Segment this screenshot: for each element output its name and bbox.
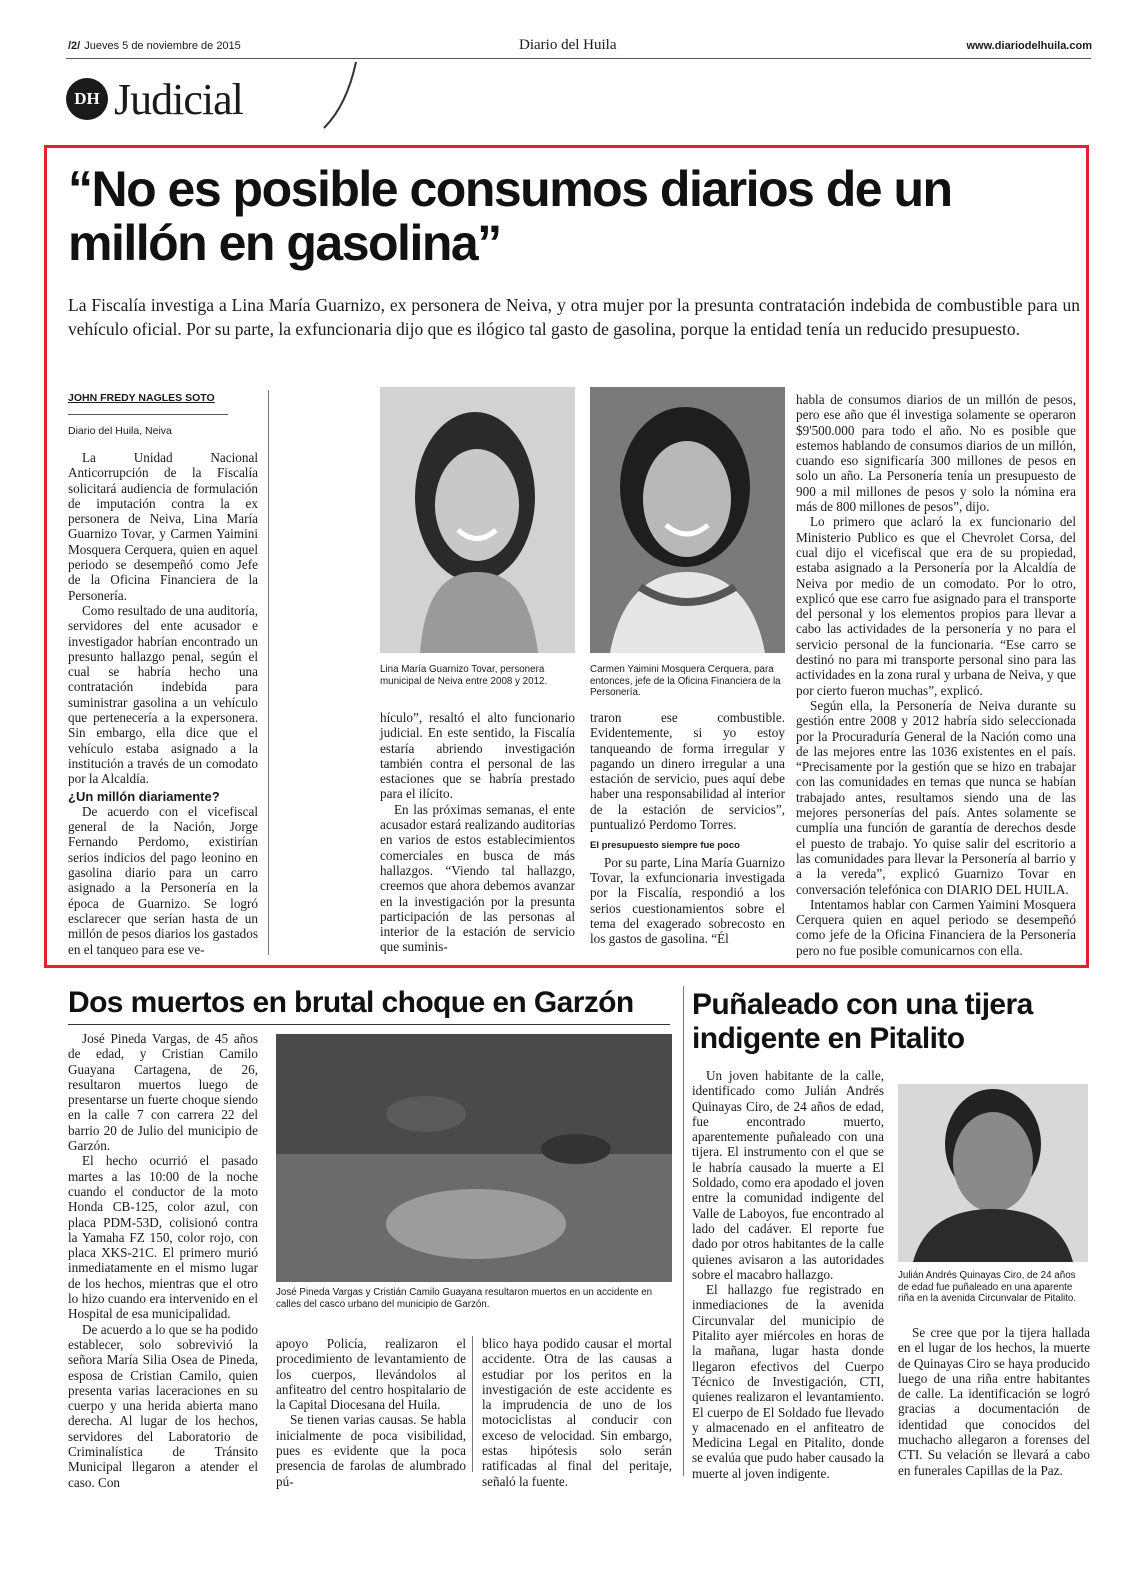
paragraph: Un joven habitante de la calle, identificado como Julián Andrés Quinayas Ciro, de 24 años de edad, fue encontrado muerto, aparentemente puñaleado con una tijera. El instrumento con el que se le habría causado la muerte a El Soldado, como era apodado el joven entre la comunidad indigente del Valle de Laboyos, fue encontrado al lado del cadáver. El reporte fue dado por otros habitantes de la calle quienes avisaron a las autoridades sobre el macabro hallazgo.	[692, 1068, 884, 1282]
byline: JOHN FREDY NAGLES SOTO	[68, 392, 215, 404]
pitalito-column-1	[692, 1068, 884, 1481]
paragraph: Según ella, la Personería de Neiva durante su gestión entre 2008 y 2012 habría sido seleccionada por la Procuraduría General de la Nación como una de las mejores entre las 1036 existentes en el país. “Precisamente por la gestión que se hizo en trabajar con las comunidades en temas que nunca se habían trabajado antes, resultamos siendo una de las mejores personerías del país. Antes solamente se cumplía una función de garantía de derechos desde el puesto de trabajo. Yo quise salir del escritorio a las comunidades para llevar la Personería al barrio y a la vereda”, explicó Guarnizo Tovar en conversación telefónica con DIARIO DEL HUILA.	[796, 697, 1076, 897]
section-title: Judicial	[114, 74, 243, 124]
photo-accident-scene	[276, 1034, 672, 1282]
section-swoosh	[322, 60, 362, 130]
paragraph: traron ese combustible. Evidentemente, si yo estoy tanqueando de forma irregular y pagando un dinero irregular a una estación de servicio, pues aquí debe haber una responsabilidad al interior de la estación de servicios”, puntualizó Perdomo Torres.	[590, 710, 785, 833]
paragraph: El hallazgo fue registrado en inmediaciones de la avenida Circunvalar del municipio de Pitalito ayer miércoles en horas de la mañana, lugar hasta donde llegaron efectivos del Cuerpo Técnico de Investigación, CTI, quienes realizaron el levantamiento. El cuerpo de El Soldado fue llevado y almacenado en el anfiteatro de Medicina Legal en Pitalito, donde se evalúa que pudo haber causado la muerte al joven indigente.	[692, 1282, 884, 1481]
issue-date: Jueves 5 de noviembre de 2015	[84, 40, 241, 52]
page-date-line	[68, 40, 241, 52]
main-column-3	[590, 710, 785, 946]
photo-caption-lina: Lina María Guarnizo Tovar, personera municipal de Neiva entre 2008 y 2012.	[380, 664, 548, 687]
headline-rule	[68, 1024, 670, 1025]
headline-line: indigente en Pitalito	[692, 1022, 965, 1055]
paragraph: Intentamos hablar con Carmen Yaimini Mosquera Cerquera quien en aquel periodo se desempeñó como jefe de la Oficina Financiera de la Personería pero no fue posible comunicarnos con ella.	[796, 896, 1076, 958]
garzon-column-2	[276, 1336, 466, 1489]
photo-julian-quinayas	[898, 1084, 1088, 1262]
garzon-headline: Dos muertos en brutal choque en Garzón	[68, 986, 634, 1019]
dh-logo: DH	[66, 78, 108, 120]
paragraph: En las próximas semanas, el ente acusador estará realizando auditorias en varios de estos establecimientos comerciales en busca de más hallazgos. “Viendo tal hallazgo, creemos que ahora debemos avanzar en la investigación por la presunta participación de las personas al interior de la estación de servicio que suminis-	[380, 801, 575, 955]
paragraph: hículo”, resaltó el alto funcionario judicial. En este sentido, la Fiscalía estaría abriendo investigación también contra el personal de las estaciones que se habría prestado para el ilícito.	[380, 710, 575, 802]
subheading: ¿Un millón diariamente?	[68, 788, 220, 804]
headline-line: Puñaleado con una tijera	[692, 988, 1033, 1021]
subheading: El presupuesto siempre fue poco	[590, 840, 740, 852]
photo-caption-julian: Julián Andrés Quinayas Ciro, de 24 años de edad fue puñaleado en una aparente riña en la avenida Circunvalar de Pitalito.	[898, 1270, 1077, 1304]
main-column-2	[380, 710, 575, 955]
header-rule	[66, 58, 1091, 59]
paragraph: Se tienen varias causas. Se habla inicialmente de poca visibilidad, pues es evidente que la poca presencia de farolas de alumbrado pú-	[276, 1412, 466, 1489]
paragraph: Lo primero que aclaró la ex funcionario del Ministerio Publico es que el Chevrolet Corsa, del cual dijo el vicefiscal que era de su propiedad, estaba asignado a la Personería por la Alcaldía de Neiva por medio de un comodato. Por lo otro, explicó que ese carro fue asignado para el transporte del personal y los elementos propios para llevar a cabo las actividades de la personería y no para el servicio personal de la funcionaria. “Ese carro se destinó no para mi transporte personal sino para las actividades en la zona rural y urbana de Neiva, y que por cierto fueron muchas”, explicó.	[796, 514, 1076, 698]
portrait-illustration	[898, 1084, 1088, 1262]
pitalito-column-2	[898, 1325, 1090, 1478]
byline-rule	[68, 414, 228, 415]
section-divider	[683, 986, 684, 1476]
garzon-column-3	[482, 1336, 672, 1489]
portrait-illustration	[380, 387, 575, 653]
accident-illustration	[276, 1034, 672, 1282]
main-column-4	[796, 392, 1076, 958]
photo-caption-accident: José Pineda Vargas y Cristián Camilo Guayana resultaron muertos en un accidente en calles del casco urbano del municipio de Garzón.	[276, 1287, 653, 1310]
main-column-1	[68, 450, 258, 957]
paragraph: La Unidad Nacional Anticorrupción de la Fiscalía solicitará audiencia de formulación de imputación contra la ex personera de Neiva, Lina María Guarnizo Tovar, y Carmen Yaimini Mosquera Cerquera, quien en aquel periodo se desempeñó como Jefe de la Oficina Financiera de la Personería.	[68, 450, 258, 603]
byline-source: Diario del Huila, Neiva	[68, 425, 172, 437]
photo-carmen-mosquera	[590, 387, 785, 653]
paragraph: Se cree que por la tijera hallada en el lugar de los hechos, la muerte de Quinayas Ciro se haya producido luego de una riña entre habitantes de calle. La identificación se logró gracias a documentación de identidad que conocidos del muchacho allegaron a forenses del CTI. Su velación se llevará a cabo en funerales Capillas de la Paz.	[898, 1325, 1090, 1478]
website-url: www.diariodelhuila.com	[966, 40, 1092, 52]
paragraph: blico haya podido causar el mortal accidente. Otra de las causas a estudiar por los peritos en la investigación de este accidente es la imprudencia de uno de los motociclistas al conducir con exceso de velocidad. Sin embargo, estas hipótesis solo serán ratificadas al final del peritaje, señaló la fuente.	[482, 1336, 672, 1489]
photo-caption-carmen: Carmen Yaimini Mosquera Cerquera, para entonces, jefe de la Oficina Financiera de la Personería.	[590, 664, 781, 698]
garzon-column-1	[68, 1031, 258, 1490]
paragraph: Por su parte, Lina María Guarnizo Tovar, la exfuncionaria investigada por la Fiscalía, respondió a los serios cuestionamientos sobre el tema del exagerado sobrecosto en los gastos de gasolina. “Él	[590, 854, 785, 947]
photo-lina-guarnizo	[380, 387, 575, 653]
newspaper-name: Diario del Huila	[519, 37, 617, 53]
paragraph: De acuerdo con el vicefiscal general de la Nación, Jorge Fernando Perdomo, existirían serios indicios del pago leonino en gasolina diario para un carro asignado a la Personería en la época de Guarnizo. Se logró esclarecer que serían hasta de un millón de pesos diarios los gastados en el tanqueo para ese ve-	[68, 803, 258, 957]
paragraph: José Pineda Vargas, de 45 años de edad, y Cristian Camilo Guayana Cartagena, de 26, resultaron muertos luego de presentarse un fuerte choque siendo en la calle 7 con carrera 22 del barrio 20 de Julio del municipio de Garzón.	[68, 1031, 258, 1154]
pitalito-headline	[692, 988, 1092, 1056]
main-headline: “No es posible consumos diarios de un millón en gasolina”	[68, 161, 952, 271]
column-rule	[268, 390, 269, 955]
paragraph: El hecho ocurrió el pasado martes a las 10:00 de la noche cuando el conductor de la moto Honda CB-125, color azul, con placa PDM-53D, colisionó contra la Yamaha FZ 150, color rojo, con placa XKS-21C. El primero murió inmediatamente en el mismo lugar de los hechos, mientras que el otro lo hizo cuando era intervenido en el Hospital de esa municipalidad.	[68, 1153, 258, 1322]
paragraph: habla de consumos diarios de un millón de pesos, pero ese año que él investiga solamente se operaron $9'500.000 para todo el año. No es posible que estemos hablando de consumos diarios de un millón, cuando eso significaría 300 millones de pesos en solo un año. La Personería tenía un presupuesto de 900 a mil millones de pesos y solo la nómina era más de 800 millones de pesos”, dijo.	[796, 392, 1076, 515]
paragraph: De acuerdo a lo que se ha podido establecer, solo sobrevivió la señora María Silia Osea de Pineda, esposa de Cristian Camilo, quien presenta varias laceraciones en su cuerpo y una herida abierta mano derecha. Al lugar de los hechos, servidores del Laboratorio de Criminalística de Tránsito Municipal llegaron a atender el caso. Con	[68, 1321, 258, 1490]
section-banner	[66, 76, 243, 122]
column-rule	[472, 1336, 473, 1472]
page-number: /2/	[68, 40, 81, 52]
paragraph: apoyo Policía, realizaron el procedimiento de levantamiento de los cuerpos, llevándolos al anfiteatro del centro hospitalario de la Capital Diocesana del Huila.	[276, 1336, 466, 1413]
main-standfirst: La Fiscalía investiga a Lina María Guarnizo, ex personera de Neiva, y otra mujer por la presunta contratación indebida de combustible para un vehículo oficial. Por su parte, la exfuncionaria dijo que es ilógico tal gasto de gasolina, porque la entidad tenía un reducido presupuesto.	[68, 295, 1080, 339]
portrait-illustration	[590, 387, 785, 653]
paragraph: Como resultado de una auditoría, servidores del ente acusador e investigador habrían encontrado un presunto hallazgo penal, según el cual se habría hecho una contratación indebida para suministrar gasolina a un vehículo que pertenecería a la expersonera. Sin embargo, ella dice que el vehículo estaba asignado a la institución a través de un comodato por la Alcaldía.	[68, 602, 258, 787]
